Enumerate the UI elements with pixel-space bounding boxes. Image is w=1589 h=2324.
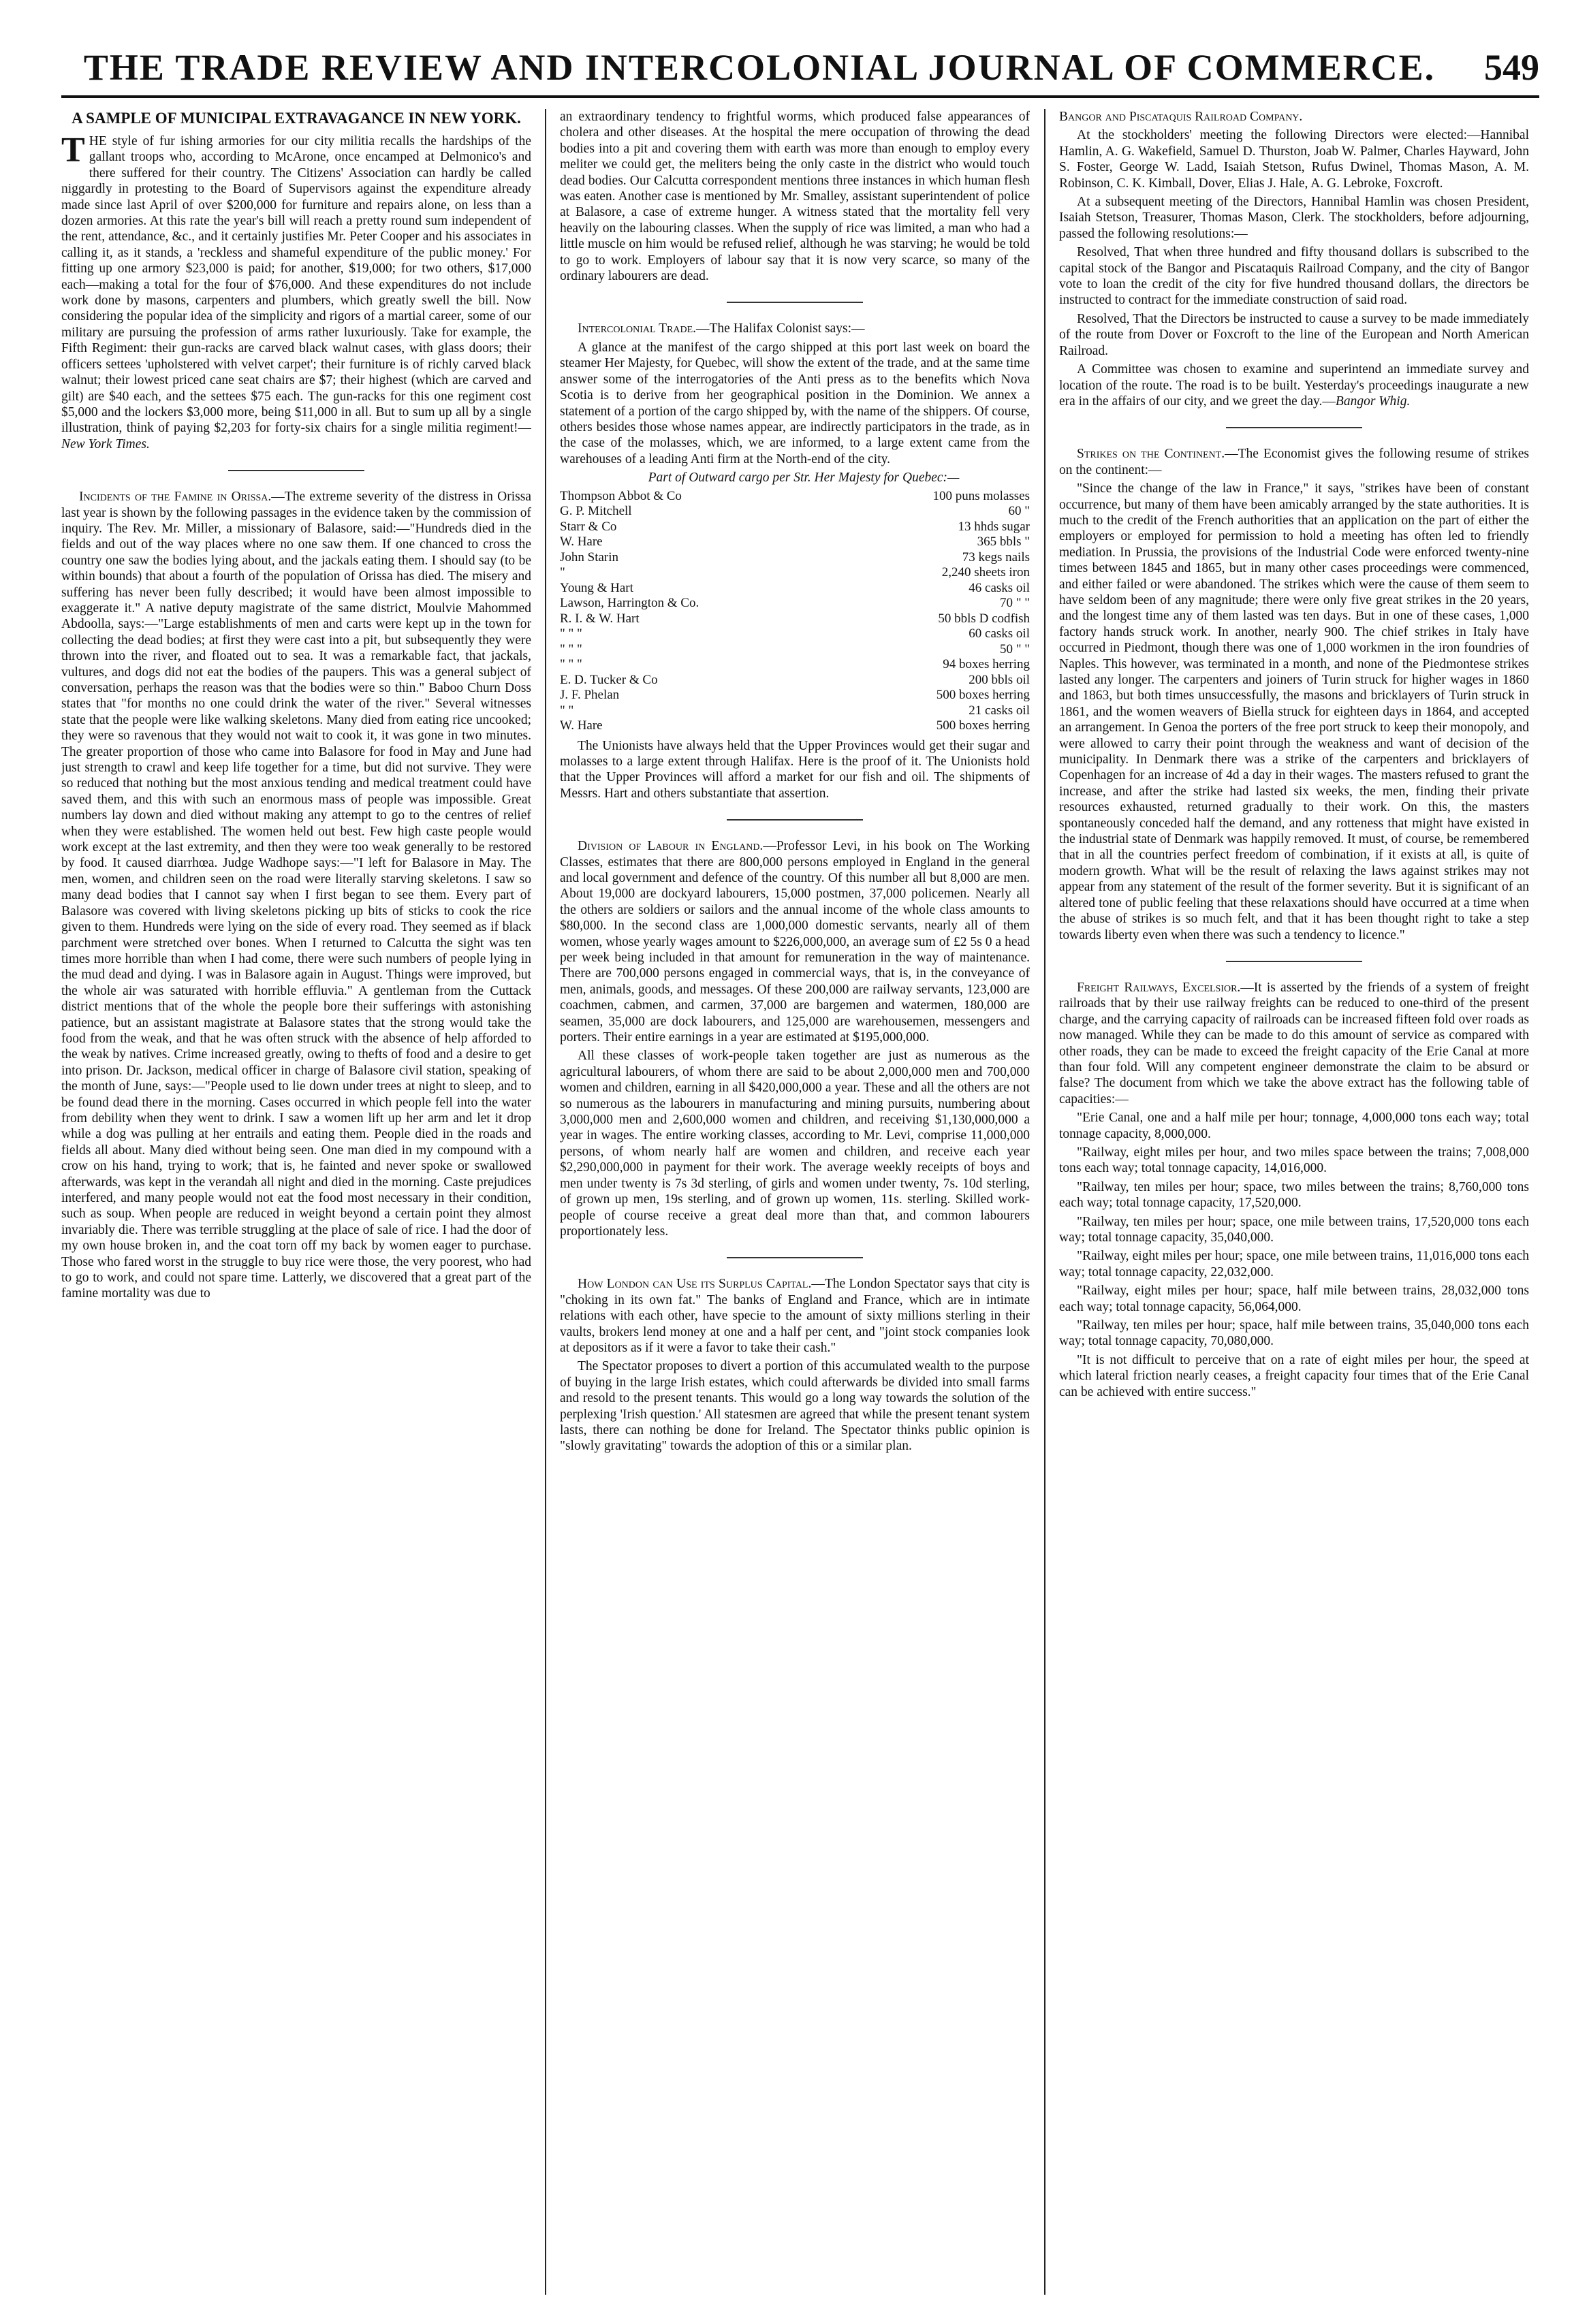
cargo-shipper: Starr & Co — [560, 519, 617, 534]
article-body-bangor-railroad-2: At a subsequent meeting of the Directors, Hannibal Hamlin was chosen President, Isaiah Stetson, Treasurer, Thomas Mason, Clerk. The stockholders, before adjourning, passed the following resolutions:— — [1059, 195, 1529, 241]
article-body-strikes-continent: "Since the change of the law in France," it says, "strikes have been of constant occurrence, but many of them have been amicably arranged by the state authorities. It is much to the credit of the French authorities that an application on the part of either the employers or employed for permission to hold a meeting has often led to friendly mediation. In Prussia, the provisions of the Industrial Code were enforced twenty-nine times between 1845 and 1865, but in many other cases proceedings were commenced, and either failed or were abandoned. The strikes which were the cause of them seem to have seldom been of any magnitude; there were only five great strikes in the 20 years, and the longest time any of them lasted was ten days. But in one of these cases, 1,000 factory hands struck work. In another, nearly 900. The chief strikes in Italy have occurred in Piedmont, though there was one of 1,000 workmen in the iron foundries of Naples. This however, was terminated in a month, and none of the Piedmontese strikes lasted any longer. The carpenters and joiners of Turin struck for higher wages in 1860 and 1863, but both times unsuccessfully, the masons and bricklayers of Turin struck in 1861, and the women weavers of Biella struck for eighteen days in 1864, and accepted an arrangement. In Genoa the porters of the free port struck to keep their monopoly, and were allowed to carry their point through the weakness and want of decision of the municipality. In Denmark there was a strike of the carpenters and bricklayers of Copenhagen for an increase of 4d a day in their wages. The masters refused to grant the increase, and after the strike had lasted six weeks, the men, finding their private resources exhausted, returned gradually to their work. On this, the masters spontaneously conceded half the demand, and any rotteness that might have existed in the industrial state of Denmark was happily removed. It must, of course, be remembered that in all the countries perfect freedom of combination, if it exists at all, is quite of modern growth. What will be the result of relaxing the laws against strikes may not appear from any statement of the result of the former severity. But it is significant of an altered tone of public feeling that these relaxations should have occurred at a time when the abuse of strikes is so much felt, and that it has been thought right to take a step towards liberty even when there was such a tendency to licence." — [1059, 481, 1529, 942]
cargo-row — [560, 642, 1030, 658]
article-body-london-surplus-capital — [560, 1276, 1030, 1356]
cargo-quantity: 70 " " — [999, 596, 1030, 611]
article-headline-division-of-labour: Division of Labour in England. — [578, 839, 764, 854]
cargo-row — [560, 596, 1030, 611]
cargo-quantity: 13 hhds sugar — [958, 519, 1030, 534]
cargo-shipper: John Starin — [560, 550, 619, 564]
capacity-item: "Railway, ten miles per hour; space, half mile between trains, 35,040,000 tons each way; total tonnage capacity, 70,080,000. — [1059, 1318, 1529, 1349]
masthead — [61, 41, 1539, 98]
cargo-quantity: 100 puns molasses — [932, 488, 1030, 503]
article-separator — [1226, 961, 1362, 962]
column-rule-2 — [1044, 109, 1045, 2295]
article-body-division-of-labour-2: All these classes of work-people taken together are just as numerous as the agricultural labourers, of whom there are said to be about 2,000,000 men and 700,000 women and children, earning in all $420,000,000 a year. These and all the others are not so numerous as the labourers in manufacturing and mining pursuits, numbering about 3,000,000 men and 2,600,000 women and children, and receiving $1,130,000,000 a year in wages. The entire working classes, according to Mr. Levi, comprise 11,000,000 persons, of whom nearly half are women and children, and receive each year $2,290,000,000 in payment for their work. The average weekly receipts of boys and men under twenty is 7s 3d sterling, of girls and women under twenty, 7s. 10d sterling, of grown up men, 19s sterling, and of grown up women, 11s. sterling. Skilled work-people of course receive a great deal more than that, and common labourers proportionately less. — [560, 1049, 1030, 1239]
cargo-row — [560, 611, 1030, 627]
capacity-item: "Railway, eight miles per hour, and two miles space between the trains; 7,008,000 tons each way; total tonnage capacity, 14,016,000. — [1059, 1145, 1529, 1176]
article-separator — [727, 819, 863, 821]
article-separator — [228, 470, 364, 471]
article-source: New York Times. — [61, 436, 150, 451]
capacity-item: "Railway, ten miles per hour; space, two miles between the trains; 8,760,000 tons each way; total tonnage capacity, 17,520,000. — [1059, 1179, 1529, 1211]
article-body-bangor-railroad-1: At the stockholders' meeting the following Directors were elected:—Hannibal Hamlin, A. G. Wakefield, Samuel D. Thurston, Joab W. Palmer, Charles Hayward, John S. Foster, George W. Ladd, Isaiah Stetson, Rufus Dwinel, Thomas Mason, A. M. Robinson, C. K. Kimball, Dover, Elias J. Hale, A. G. Lebroke, Foxcroft. — [1059, 128, 1529, 191]
cargo-quantity: 73 kegs nails — [962, 550, 1030, 564]
cargo-row — [560, 718, 1030, 734]
body-text: —The Halifax Colonist says:— — [696, 321, 865, 336]
cargo-row — [560, 657, 1030, 673]
journal-title: THE TRADE REVIEW AND INTERCOLONIAL JOURNAL OF COMMERCE. — [83, 47, 1436, 88]
article-body-municipal-extravagance — [61, 133, 531, 452]
capacity-list — [1059, 1110, 1529, 1350]
article-separator — [727, 302, 863, 303]
headline-text: Bangor and Piscataquis Railroad Company. — [1059, 110, 1303, 124]
cargo-shipper: R. I. & W. Hart — [560, 611, 640, 626]
page-number: 549 — [1484, 47, 1539, 88]
article-source: Bangor Whig. — [1335, 394, 1411, 409]
cargo-quantity: 21 casks oil — [969, 703, 1030, 718]
cargo-row — [560, 550, 1030, 566]
article-conclusion-freight-railways: "It is not difficult to perceive that on a rate of eight miles per hour, the speed at which lateral friction nearly ceases, a freight capacity four times that of the Erie Canal can be achieved with entire success." — [1059, 1352, 1529, 1399]
cargo-shipper: " " — [560, 703, 574, 718]
cargo-shipper: Thompson Abbot & Co — [560, 488, 682, 503]
article-intro-strikes-continent — [1059, 446, 1529, 478]
body-text: —Professor Levi, in his book on The Working Classes, estimates that there are 800,000 persons employed in England in the general and local government and defence of the country. Of this number all but 8,000 are men. About 19,000 are dockyard labourers, 15,000 postmen, 37,000 policemen. Nearly all the others are soldiers or sailors and the annual income of the whole class amounts to $80,000. In the second class are 1,000,000 domestic servants, nearly all of them women, whose yearly wages amount to $226,000,000, an average sum of £2 5s 0 a head per week being included in that amount for remuneration in the way of maintenance. There are 700,000 persons engaged in commercial ways, that is, in the conveyance of men, animals, goods, and messages. Of these 200,000 are railway servants, 123,000 are coachmen, cabmen, and carmen, 37,000 are bargemen and watermen, 180,000 are seamen, 35,000 are dock labourers, and 125,000 are warehousemen, messengers and porters. Their entire earnings in a year are estimated at $195,000,000. — [560, 839, 1030, 1045]
cargo-quantity: 60 casks oil — [969, 626, 1030, 641]
article-headline-london-surplus-capital: How London can Use its Surplus Capital. — [578, 1277, 812, 1292]
cargo-quantity: 46 casks oil — [969, 580, 1030, 595]
cargo-shipper: " " " — [560, 626, 582, 641]
article-body-london-surplus-capital-2: The Spectator proposes to divert a portion of this accumulated wealth to the purpose of buying in the large Irish estates, which could afterwards be divided into small farms and resold to the present tenants. This would go a long way towards the solution of the perplexing 'Irish question.' All statesmen are agreed that while the present tenant system lasts, there can nothing be done for Ireland. The Spectator thinks public opinion is "slowly gravitating" towards the adoption of this or a similar plan. — [560, 1359, 1030, 1454]
cargo-quantity: 94 boxes herring — [943, 657, 1030, 672]
column-1 — [61, 109, 531, 2295]
cargo-row — [560, 520, 1030, 535]
cargo-shipper: Young & Hart — [560, 580, 633, 595]
cargo-shipper: J. F. Phelan — [560, 688, 620, 703]
cargo-shipper: " " " — [560, 657, 582, 672]
article-body-bangor-railroad-4: Resolved, That the Directors be instructed to cause a survey to be made immediately of the route from Dover or Foxcroft to the line of the European and North American Railroad. — [1059, 311, 1529, 358]
cargo-quantity: 50 " " — [999, 641, 1030, 656]
cargo-table — [560, 489, 1030, 734]
cargo-row — [560, 626, 1030, 642]
body-text: —It is asserted by the friends of a system of freight railroads that by their use railway freights can be reduced to one-third of the present charge, and the carrying capacity of railroads can be increased fifteen fold over roads as now managed. While they can be made to do this amount of service as compared with other roads, they can be made to exceed the freight capacity of the Erie Canal at more than four fold. Will any competent engineer demonstrate the claim to be absurd or false? The document from which we take the above extract has the following table of capacities:— — [1059, 980, 1529, 1107]
cargo-quantity: 500 boxes herring — [936, 718, 1030, 733]
article-headline-intercolonial-trade: Intercolonial Trade. — [578, 321, 697, 336]
cargo-quantity: 500 boxes herring — [936, 688, 1030, 703]
article-intro-freight-railways — [1059, 980, 1529, 1107]
cargo-row — [560, 581, 1030, 596]
article-separator — [1226, 427, 1362, 428]
cargo-row — [560, 504, 1030, 520]
column-3 — [1059, 109, 1529, 2295]
cargo-quantity: 50 bbls D codfish — [938, 611, 1030, 626]
capacity-item: "Erie Canal, one and a half mile per hour; tonnage, 4,000,000 tons each way; total tonnage capacity, 8,000,000. — [1059, 1111, 1529, 1141]
cargo-shipper: W. Hare — [560, 535, 603, 550]
cargo-quantity: 200 bbls oil — [969, 672, 1030, 687]
article-conclusion-intercolonial-trade: The Unionists have always held that the Upper Provinces would get their sugar and molasses to a large extent through Halifax. Here is the proof of it. The Unionists hold that the Upper Provinces will afford a market for our fish and oil. The shipments of Messrs. Hart and others substantiate that assertion. — [560, 738, 1030, 801]
cargo-shipper: E. D. Tucker & Co — [560, 672, 658, 687]
body-text: HE style of fur ishing armories for our city militia recalls the hardships of the gallant troops who, according to McArone, once encamped at Delmonico's and there suffered for their country. The Citizens' Association can hardly be called niggardly in protesting to the Board of Supervisors against the expenditure already made since last April of over $200,000 for furniture and repairs alone, on less than a dozen armories. At this rate the year's bill will reach a pretty round sum independent of the rent, attendance, &c., and it certainly justifies Mr. Peter Cooper and his associates in calling it, as it stands, a 'reckless and shameful expenditure of the public money.' For fitting up one armory $23,000 is paid; for another, $19,000; for two others, $17,000 each—making a total for the four of $76,000. And these expenditures do not include work done by masons, carpenters and plumbers, which greatly swell the bill. Now considering the popular idea of the simplicity and rigors of a martial career, some of our military are pursuing the profession of arms rather luxuriously. Take for example, the Fifth Regiment: their gun-racks are carved black walnut cases, with glass doors; their officers settees 'upholstered with velvet carpet'; their furniture is of richly carved black walnut; their lowest priced cane seat chairs are $7; their highest (which are carved and gilt) are $40 each, and the settees $75 each. The gun-racks for this one regiment cost $5,000 and the lockers $3,000 more, being $11,000 in all. But to sum up all by a single illustration, think of paying $2,203 for forty-six chairs for a single militia regiment!— — [61, 134, 531, 436]
cargo-row — [560, 535, 1030, 550]
cargo-shipper: W. Hare — [560, 718, 603, 733]
article-body-intercolonial-trade: A glance at the manifest of the cargo shipped at this port last week on board the steamer Her Majesty, for Quebec, will show the extent of the trade, and at the same time answer some of the interrogatories of the Anti press as to the benefits which Nova Scotia is to derive from her geographical position in the Dominion. We annex a statement of a portion of the cargo shipped by, with the name of the shippers. Of course, others besides those whose names appear, are indirectly participators in the trade, as in the case of the molasses, which, we are informed, to a large extent came from the warehouses of a leading Anti firm at the North-end of the city. — [560, 340, 1030, 466]
article-headline-strikes-continent: Strikes on the Continent. — [1077, 447, 1225, 462]
cargo-quantity: 60 " — [1008, 504, 1030, 519]
body-text: —The London Spectator says that city is "choking in its own fat." The banks of England and France, which are in intimate relations with each other, have specie to the amount of sixty millions sterling in their vaults, brokers lend money at one and a half per cent, and "joint stock companies look at depositors as if it were a favor to take their cash." — [560, 1277, 1030, 1355]
cargo-row — [560, 489, 1030, 505]
cargo-row — [560, 673, 1030, 688]
cargo-shipper: Lawson, Harrington & Co. — [560, 596, 699, 611]
cargo-shipper: G. P. Mitchell — [560, 504, 632, 519]
cargo-row — [560, 688, 1030, 703]
cargo-shipper: " " " — [560, 641, 582, 656]
article-body-bangor-railroad-3: Resolved, That when three hundred and fifty thousand dollars is subscribed to the capital stock of the Bangor and Piscataquis Railroad Company, and the city of Bangor vote to loan the credit of the city for five hundred thousand dollars, the directors be instructed to contract for the immediate construction of said road. — [1059, 245, 1529, 308]
body-text: —The Economist gives the following resume of strikes on the continent:— — [1059, 447, 1529, 477]
article-headline-municipal-extravagance: A SAMPLE OF MUNICIPAL EXTRAVAGANCE IN NEW YORK. — [72, 110, 521, 127]
article-intro-intercolonial-trade — [560, 321, 1030, 336]
body-text: A Committee was chosen to examine and superintend an immediate survey and location of the route. The road is to be built. Yesterday's proceedings inaugurate a new era in the affairs of our city, and we greet the day.— — [1059, 362, 1529, 409]
capacity-item: "Railway, ten miles per hour; space, one mile between trains, 17,520,000 tons each way; total tonnage capacity, 35,040,000. — [1059, 1214, 1529, 1245]
cargo-quantity: 365 bbls " — [977, 535, 1030, 550]
article-headline-famine-orissa: Incidents of the Famine in Orissa. — [79, 490, 272, 505]
cargo-row — [560, 703, 1030, 719]
article-separator — [727, 1257, 863, 1258]
cargo-quantity: 2,240 sheets iron — [941, 565, 1030, 580]
article-headline-bangor-railroad — [1059, 109, 1529, 125]
body-text: —The extreme severity of the distress in Orissa last year is shown by the following passages in the evidence taken by the commission of inquiry. The Rev. Mr. Miller, a missionary of Balasore, said:—"Hundreds died in the fields and out of the way places where no one saw them. If one chanced to cross the country one saw the bodies lying about, and the jackals eating them. I should say (to be within bounds) that about a fourth of the population of Orissa has died. The misery and suffering has never been fully described; it would have been almost impossible to exaggerate it." A native deputy magistrate of the same district, Moulvie Mahommed Abdoolla, says:—"Large establishments of men and carts were kept up in the town for collecting the dead bodies; at first they were cast into a pit, but subsequently they were thrown into the river, and floated out to sea. It was a remarkable fact, that jackals, vultures, and dogs did not eat the bodies of the paupers. This was a general subject of conversation, perhaps the reason was that the bodies were so thin." Baboo Churn Doss states that "for months no one could drink the water of the river." Several witnesses state that the people were like walking skeletons. Many died from eating rice uncooked; they were so ravenous that they would not wait to cook it, it was gone in two minutes. The greater proportion of those who came into Balasore for food in May and June had just strength to crawl and keep life together for a time, but did not survive. They were so reduced that nothing but the most anxious tending and medical treatment could have saved them, and this with such an enormous mass of people was impossible. Great numbers lay down and died without making any attempt to go to the centres of relief when they were established. The women held out best. Few high caste people would work except at the last extremity, and then they were too weak generally to be restored by food. It caused diarrhœa. Judge Wadhope says:—"I left for Balasore in May. The men, women, and children seen on the road were literally starving skeletons. I saw so many dead bodies that I cannot say when I first began to see them. Every part of Balasore was covered with living skeletons picking up bits of sticks to cook the rice given to them. Hundreds were lying on the side of every road. They seemed as if black parchment were stretched over bones. When I returned to Calcutta the sight was ten times more horrible than when I had come, there were such numbers of people lying in the mud dead and dying. I was in Balasore again in August. Things were improved, but the whole air was saturated with horrible effluvia." A gentleman from the Cuttack district mentions that of the whole the people bore their sufferings with astonishing patience, but an assistant magistrate at Balasore states that the strong would take the food from the weak, and that he was often struck with the absence of help afforded to the weak by natives. Crime increased greatly, owing to thefts of food and a desire to get into prison. Dr. Jackson, medical officer in charge of Balasore civil station, speaking of the month of June, says:—"People used to lie down under trees at night to sleep, and to be found dead there in the morning. Cases occurred in which people fell into the water from debility when they went to drink. I saw a women lift up her arm and let it drop while a dog was pulling at her entrails and eating them. People died in the roads and fields all about. Many died without being seen. One man died in my compound with a crow on his hand, trying to work; that is, he fainted and never spoke or swallowed afterwards, was kept in the verandah all night and died in the morning. Caste prejudices interfered, and many people would not eat the food most necessary in their condition, such as soup. When people are reduced in weight beyond a certain point they almost invariably die. There was terrible struggling at the place of sale of rice. I had the door of my own house broken in, and the coat torn off my back by women eager to purchase. Those who fared worst in the struggle to buy rice were those, the very poorest, who had to go to work, and could not spare time. Latterly, we discovered that a great part of the famine mortality was due to — [61, 490, 531, 1301]
column-rule-1 — [545, 109, 546, 2295]
cargo-shipper: " — [560, 565, 565, 580]
capacity-item: "Railway, eight miles per hour; space, one mile between trains, 11,016,000 tons each way; total tonnage capacity, 22,032,000. — [1059, 1249, 1529, 1279]
cargo-row — [560, 565, 1030, 581]
cargo-caption: Part of Outward cargo per Str. Her Majesty for Quebec:— — [648, 471, 960, 486]
article-headline-freight-railways: Freight Railways, Excelsior. — [1077, 980, 1241, 995]
drop-cap: T — [61, 131, 85, 170]
column-2 — [560, 109, 1030, 2295]
capacity-item: "Railway, eight miles per hour; space, half mile between trains, 28,032,000 tons each way; total tonnage capacity, 56,064,000. — [1059, 1284, 1529, 1314]
article-continuation-famine: an extraordinary tendency to frightful worms, which produced false appearances of cholera and other diseases. At the hospital the mere occupation of throwing the dead bodies into a pit and covering them with earth was more than enough to employ every meliter we could get, the meliters being the only caste in the district who would touch dead bodies. Our Calcutta correspondent mentions three instances in which human flesh was eaten. Another case is mentioned by Mr. Smalley, assistant superintendent of police at Balasore, a case of extreme hunger. A witness stated that the mortality fell very heavily on the labouring classes. When the supply of rice was limited, a man who had a little muscle on him would be refused relief, although he was starving; he would be told to go to work. Employers of labour say that it is now very scarce, so many of the ordinary labourers are dead. — [560, 110, 1030, 284]
article-body-famine-orissa — [61, 489, 531, 1302]
article-body-bangor-railroad-5 — [1059, 362, 1529, 409]
article-body-division-of-labour — [560, 838, 1030, 1045]
